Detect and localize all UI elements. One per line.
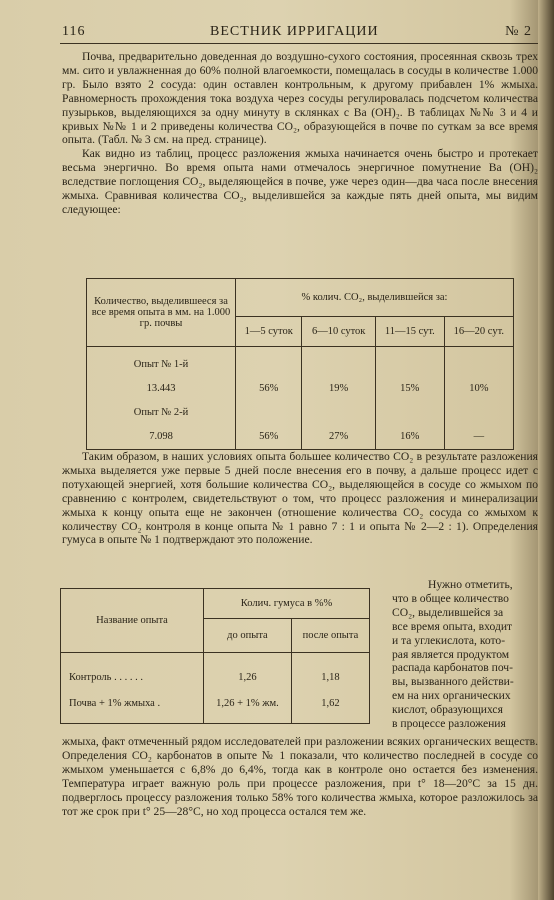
side-column-text: [392, 578, 538, 731]
table-cell: 10%: [469, 383, 489, 394]
co2-table-head-amount: Количество, выделившееся за все время опыта в мм. на 1.000 гр. почвы: [87, 279, 236, 347]
co2-table-period: 16—20 сут.: [444, 317, 513, 347]
table-cell: 19%: [329, 383, 349, 394]
co2-table-experiments: [87, 347, 236, 450]
table-cell: 15%: [400, 383, 420, 394]
row-name: Контроль . . . . . .: [69, 672, 143, 683]
paragraph-results: Как видно из таблиц, процесс разложения жмыха начинается очень быстро и протекает весьма энергично. Во время опыта нами отмечалось энергичное помутнение Ba (OH)₂ вследствие поглощения CO₂, выделяющейся в почве, уже через один—два часа после внесения жмыха. Сравнивая количества CO₂, выделившейся за каждые пять дней опыта, мы видим следующее:: [62, 147, 538, 216]
side-line: CO₂, выделившейся за: [392, 605, 504, 619]
humus-table-head-name: Название опыта: [61, 589, 204, 653]
table-cell: 56%: [259, 431, 279, 442]
table-cell: 1,62: [321, 698, 340, 709]
row-name: Почва + 1% жмыха .: [69, 698, 161, 709]
table-cell: 1,26 + 1% жм.: [216, 698, 279, 709]
row-label: Опыт № 1-й: [133, 359, 189, 370]
co2-table-col: [236, 347, 302, 450]
co2-table-col: [375, 347, 444, 450]
page-number: 116: [62, 24, 86, 39]
table-cell: —: [473, 431, 485, 442]
paragraph-conclusion: Таким образом, в наших условиях опыта большее количество CO₂ в результате разложения жмыха выделяется уже первые 5 дней после внесения его в почву, а дальше процесс идет с потухающей энергией, хотя большие количества CO₂, выделяющейся в сосуде со жмыхом по сравнению с контролем, свидетельствуют о том, что процесс разложения и минерализации жмыха к концу опыта еще не закончен (отношение количества CO₂ сосуда со жмыхом к количеству CO₂ контроля в конце опыта № 1 равно 7 : 1 и опыта № 2—2 : 1). Определения гумуса в опыте № 1 подтверждают это положение.: [62, 450, 538, 547]
header-rule: [60, 43, 538, 44]
row-amount: 7.098: [149, 431, 173, 442]
table-cell: 16%: [400, 431, 420, 442]
co2-table-col: [444, 347, 513, 450]
row-label: Опыт № 2-й: [133, 407, 189, 418]
side-line: и та углекислота, кото-: [392, 633, 506, 647]
side-line: в процессе разложения: [392, 717, 506, 731]
humus-table-head-group: Колич. гумуса в %%: [204, 589, 370, 619]
body-text-top: [62, 50, 538, 217]
paragraph-method: Почва, предварительно доведенная до воздушно-сухого состояния, просеянная сквозь трех мм. сито и увлажненная до 60% полной влагоемкости, помещалась в сосуды в количестве 1.000 гр. Было взято 2 сосуда: один оставлен контрольным, к другому прибавлен 1% жмыха. Равномерность прохождения тока воздуха через сосуды регулировалась подсчетом количества пузырьков, выделяющихся за одну минуту в склянках с Ba (OH)₂. В таблицах №№ 3 и 4 и кривых №№ 1 и 2 приведены количества CO₂, образующейся в почве по суткам за все время опыта. (Табл. № 3 см. на пред. странице).: [62, 50, 538, 147]
side-line: распада карбонатов поч-: [392, 661, 514, 675]
body-text-middle: [62, 450, 538, 547]
book-spine-shadow: [538, 0, 554, 900]
humus-table-before: [204, 653, 292, 724]
side-line: кислот, образующихся: [392, 703, 503, 717]
side-line: вы, вызванного действи-: [392, 675, 514, 689]
co2-table-head-group: % колич. CO₂, выделившейся за:: [236, 279, 514, 317]
humus-table-after: [291, 653, 369, 724]
table-cell: 56%: [259, 383, 279, 394]
humus-table: [60, 588, 370, 724]
humus-table-head-before: до опыта: [204, 619, 292, 653]
co2-table: [86, 278, 514, 450]
co2-table-period: 11—15 сут.: [375, 317, 444, 347]
humus-table-names: [61, 653, 204, 724]
body-text-bottom: [62, 735, 538, 818]
co2-table-period: 6—10 суток: [302, 317, 376, 347]
co2-table-col: [302, 347, 376, 450]
side-line: что в общее количество: [392, 591, 509, 605]
table-cell: 1,18: [321, 672, 340, 683]
side-line: рая является продуктом: [392, 647, 510, 661]
journal-title: ВЕСТНИК ИРРИГАЦИИ: [210, 24, 379, 39]
issue-number: № 2: [505, 24, 532, 39]
paragraph-carbonates: жмыха, факт отмеченный рядом исследователей при разложении всяких органических веществ. Определения CO₂ карбонатов в опыте № 1 показали, что количество последней в сосуде со жмыхом уменьшается с 6,8% до 6,4%, тогда как в контроле оно остается без изменения. Температура играет важную роль при процессе разложения, при t° 18—20°C за 15 дн. подверглось процессу разложения только 58% того количества жмыха, которое разложилось за тот же срок при t° 25—28°C, но ход процесса остался тем же.: [62, 735, 538, 818]
side-line: ем на них органических: [392, 689, 511, 703]
side-line: все время опыта, входит: [392, 619, 513, 633]
table-cell: 27%: [329, 431, 349, 442]
table-cell: 1,26: [238, 672, 257, 683]
co2-table-period: 1—5 суток: [236, 317, 302, 347]
side-line: Нужно отметить,: [428, 578, 513, 591]
row-amount: 13.443: [146, 383, 176, 394]
humus-table-head-after: после опыта: [291, 619, 369, 653]
